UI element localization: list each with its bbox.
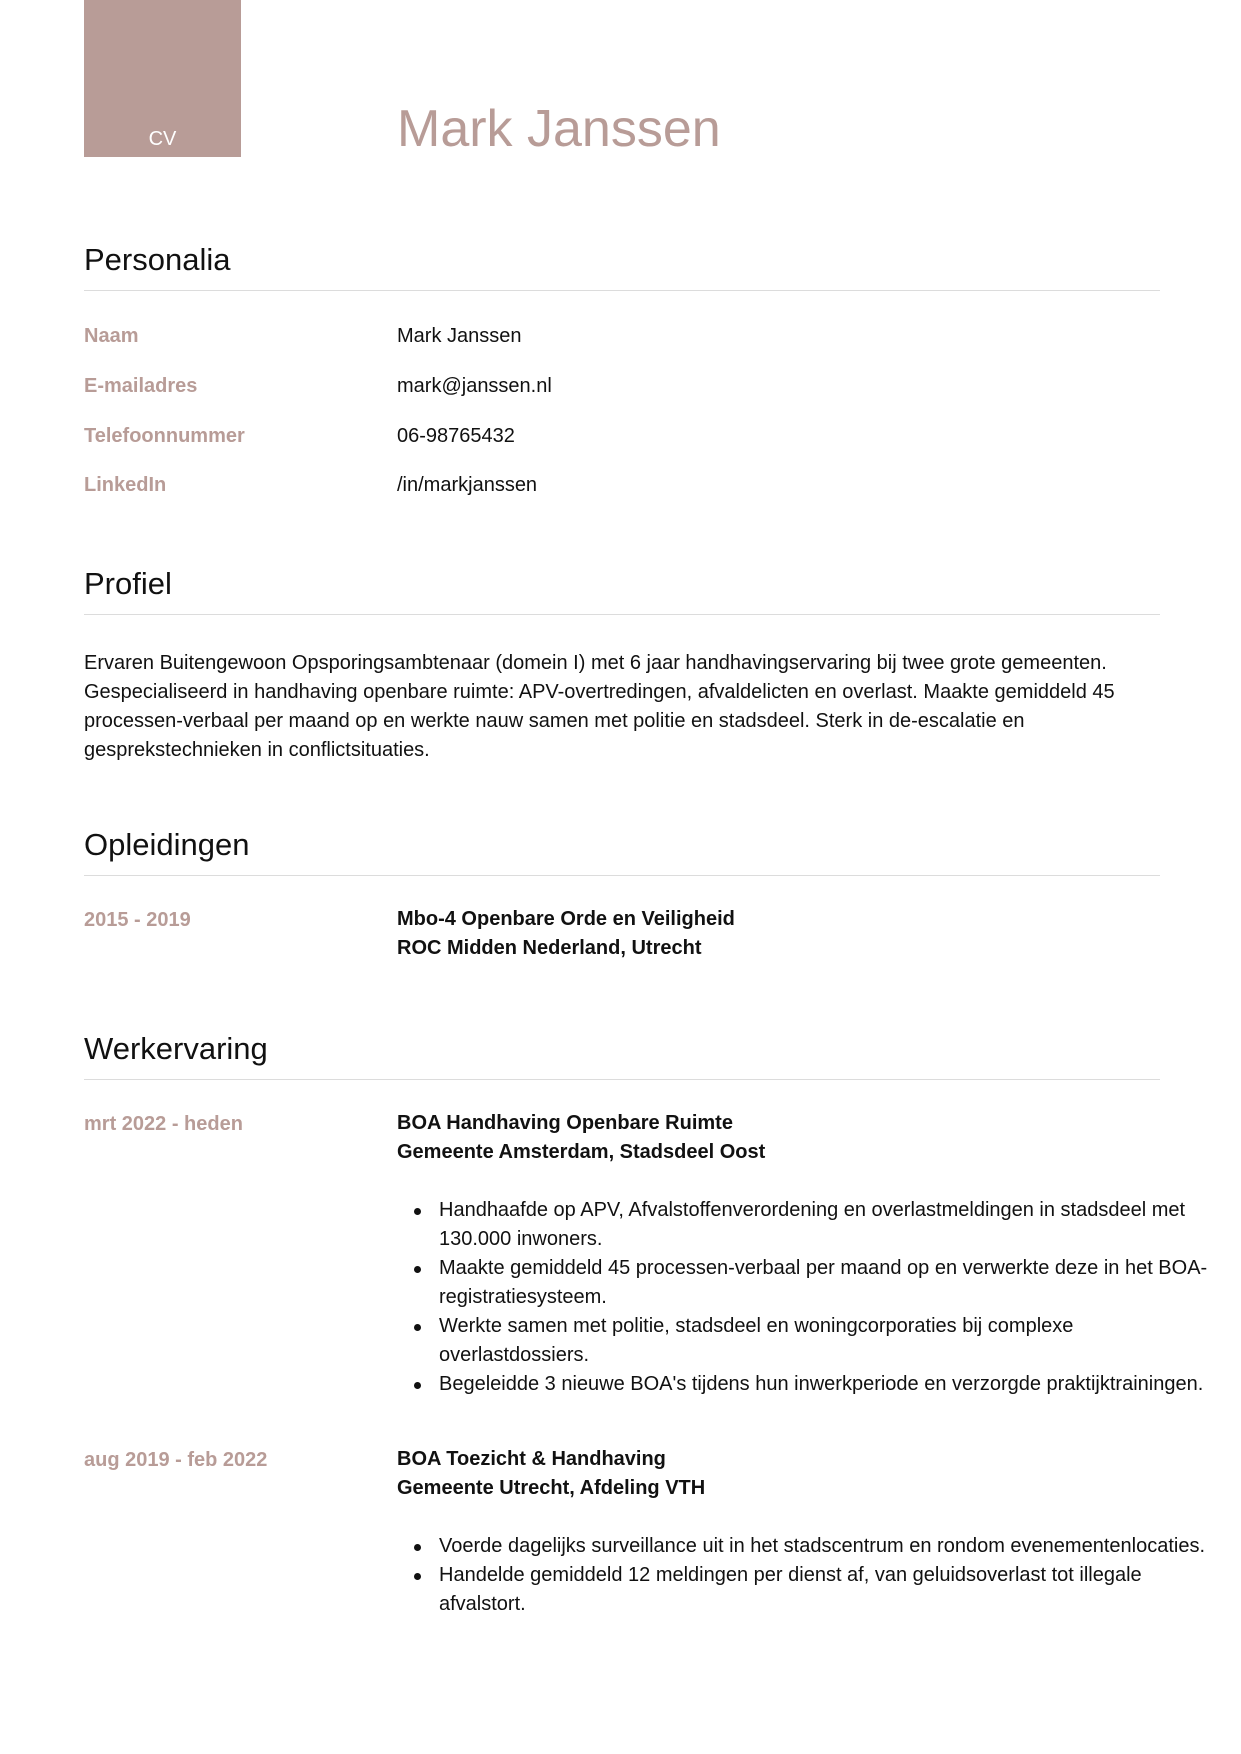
education-institution: ROC Midden Nederland, Utrecht xyxy=(397,937,702,959)
field-label-email: E-mailadres xyxy=(84,375,198,397)
bullet-item: Handelde gemiddeld 12 meldingen per dienst af, van geluidsoverlast tot illegale afvalstort. xyxy=(439,1561,1209,1619)
bullet-item: Maakte gemiddeld 45 processen-verbaal per maand op en verwerkte deze in het BOA-registratiesysteem. xyxy=(439,1254,1209,1312)
job-employer: Gemeente Utrecht, Afdeling VTH xyxy=(397,1477,706,1499)
field-value-naam: Mark Janssen xyxy=(397,325,522,347)
section-divider xyxy=(84,290,1160,291)
section-divider xyxy=(84,875,1160,876)
field-label-linkedin: LinkedIn xyxy=(84,474,167,496)
section-title-profiel: Profiel xyxy=(84,566,172,601)
section-title-personalia: Personalia xyxy=(84,242,231,277)
section-title-opleidingen: Opleidingen xyxy=(84,827,250,862)
cv-badge-label: CV xyxy=(148,128,177,150)
bullet-item: Werkte samen met politie, stadsdeel en woningcorporaties bij complexe overlastdossiers. xyxy=(439,1312,1209,1370)
section-title-werkervaring: Werkervaring xyxy=(84,1031,268,1066)
profile-text: Ervaren Buitengewoon Opsporingsambtenaar (domein I) met 6 jaar handhavingservaring bij twee grote gemeenten. Gespecialiseerd in handhaving openbare ruimte: APV-overtredingen, afvaldelicten en overlast. Maakte gemiddeld 45 processen-verbaal per maand op en werkte nauw samen met politie en stadsdeel. Sterk in de-escalatie en gesprekstechnieken in conflictsituaties. xyxy=(84,652,1115,761)
field-value-linkedin: /in/markjanssen xyxy=(397,474,538,496)
education-period: 2015 - 2019 xyxy=(84,909,191,931)
bullet-item: Handhaafde op APV, Afvalstoffenverordening en overlastmeldingen in stadsdeel met 130.000 inwoners. xyxy=(439,1196,1209,1254)
page-title: Mark Janssen xyxy=(397,100,721,158)
education-title: Mbo-4 Openbare Orde en Veiligheid xyxy=(397,908,735,930)
job-title: BOA Toezicht & Handhaving xyxy=(397,1448,666,1470)
section-divider xyxy=(84,1079,1160,1080)
cv-badge xyxy=(84,0,241,157)
job-period: mrt 2022 - heden xyxy=(84,1113,243,1135)
bullet-item: Voerde dagelijks surveillance uit in het stadscentrum en rondom evenementenlocaties. xyxy=(439,1532,1209,1561)
section-divider xyxy=(84,614,1160,615)
field-value-email: mark@janssen.nl xyxy=(397,375,552,397)
job-title: BOA Handhaving Openbare Ruimte xyxy=(397,1112,733,1134)
bullet-item: Begeleidde 3 nieuwe BOA's tijdens hun inwerkperiode en verzorgde praktijktrainingen. xyxy=(439,1370,1209,1399)
job-period: aug 2019 - feb 2022 xyxy=(84,1449,268,1471)
job-employer: Gemeente Amsterdam, Stadsdeel Oost xyxy=(397,1141,766,1163)
job-bullets xyxy=(397,1196,1209,1399)
job-bullets xyxy=(397,1532,1209,1619)
field-value-telefoon: 06-98765432 xyxy=(397,425,515,447)
field-label-telefoon: Telefoonnummer xyxy=(84,425,245,447)
field-label-naam: Naam xyxy=(84,325,139,347)
